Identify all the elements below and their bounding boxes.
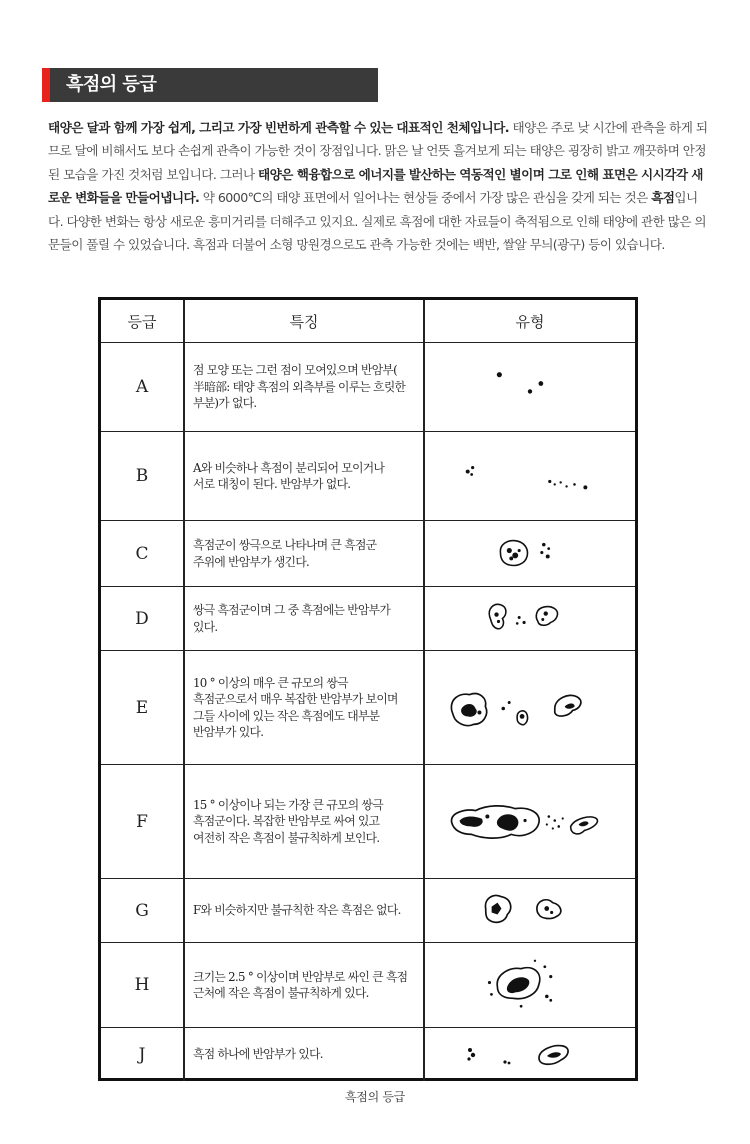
header-grade: 등급 (101, 300, 185, 342)
sunspot-type-illustration (425, 343, 635, 431)
sunspot-grade-table (98, 297, 638, 1081)
intro-text-4: 약 6000℃의 태양 표면에서 일어나는 현상들 중에서 가장 많은 관심을 갖게 되는 것은 (199, 190, 652, 206)
grade-letter: B (135, 466, 149, 486)
section-title: 흑점의 등급 (66, 74, 157, 95)
sunspot-type-illustration (425, 879, 635, 942)
section-header (42, 68, 378, 102)
table-header-row (101, 300, 635, 343)
intro-text-6: 입니다. 다양한 변화는 항상 새로운 흥미거리를 더해주고 있지요. 실제로 흑점에 대한 자료들이 축적됨으로 인해 태양에 관한 많은 의문들이 풀릴 수 있었습니다. 흑점과 더불어 소형 망원경으로도 관측 가능한 것에는 백반, 쌀알 무늬(광구) 등이 있습니다. (48, 190, 707, 253)
grade-letter: C (135, 543, 149, 564)
table-row (101, 587, 635, 651)
grade-feature: A와 비슷하나 흑점이 분리되어 모이거나 서로 대칭이 된다. 반암부가 없다. (193, 460, 385, 491)
sunspot-type-illustration (425, 432, 635, 520)
table-row (101, 1028, 635, 1081)
grade-feature: 10 ° 이상의 매우 큰 규모의 쌍극 흑점군으로서 매우 복잡한 반암부가 보이며 그들 사이에 있는 작은 흑점에도 대부분 반암부가 있다. (193, 675, 398, 739)
intro-paragraph (48, 116, 708, 256)
sunspot-type-illustration (425, 587, 635, 650)
intro-bold-5: 흑점 (651, 190, 675, 206)
grade-feature: 15 ° 이상이나 되는 가장 큰 규모의 쌍극 흑점군이다. 복잡한 반암부로 싸여 있고 여전히 작은 흑점이 불규칙하게 보인다. (193, 797, 383, 845)
grade-letter: G (135, 900, 149, 921)
grade-feature: 흑점 하나에 반암부가 있다. (193, 1047, 323, 1062)
sunspot-type-illustration (425, 521, 635, 586)
sunspot-type-illustration (425, 765, 635, 878)
grade-letter: A (135, 377, 149, 397)
table-row (101, 879, 635, 943)
sunspot-type-illustration (425, 943, 635, 1027)
header-feature: 특징 (185, 300, 425, 342)
grade-letter: H (134, 975, 150, 995)
grade-feature: 흑점군이 쌍극으로 나타나며 큰 흑점군 주위에 반암부가 생긴다. (193, 538, 377, 569)
grade-letter: E (135, 697, 149, 718)
table-row (101, 765, 635, 879)
sunspot-type-illustration (425, 1028, 635, 1081)
table-caption: 흑점의 등급 (345, 1090, 405, 1104)
table-row (101, 521, 635, 587)
grade-feature: 점 모양 또는 그런 점이 모여있으며 반암부( 半暗部: 태양 흑점의 외측부를 이루는 흐릿한 부분)가 없다. (193, 363, 406, 411)
grade-letter: D (135, 608, 149, 629)
header-accent-bar (42, 68, 50, 102)
table-row (101, 651, 635, 765)
table-row (101, 943, 635, 1028)
sunspot-type-illustration (425, 651, 635, 764)
intro-text-2: 태양은 주로 낮 시간에 관측을 하게 되므로 달에 비해서도 보다 손쉽게 관측이 가능한 것이 장점입니다. 맑은 날 언뜻 흘겨보게 되는 태양은 굉장히 밝고 깨끗하며 안정된 모습을 가진 것처럼 보입니다. 그러나 (48, 120, 708, 182)
grade-feature: 쌍극 흑점군이며 그 중 흑점에는 반암부가 있다. (193, 603, 391, 634)
grade-feature: F와 비슷하지만 불규칙한 작은 흑점은 없다. (193, 903, 401, 918)
table-row (101, 432, 635, 521)
table-row (101, 343, 635, 432)
grade-letter: F (136, 811, 148, 832)
intro-bold-1: 태양은 달과 함께 가장 쉽게, 그리고 가장 빈번하게 관측할 수 있는 대표적인 천체입니다. (48, 120, 510, 135)
grade-letter: J (138, 1044, 146, 1065)
grade-feature: 크기는 2.5 ° 이상이며 반암부로 싸인 큰 흑점 근처에 작은 흑점이 불규칙하게 있다. (193, 969, 408, 1000)
intro-bold-3: 태양은 핵융합으로 에너지를 발산하는 역동적인 별이며 그로 인해 표면은 시시각각 새로운 변화들을 만들어냅니다. (48, 166, 703, 206)
header-type: 유형 (515, 312, 545, 331)
